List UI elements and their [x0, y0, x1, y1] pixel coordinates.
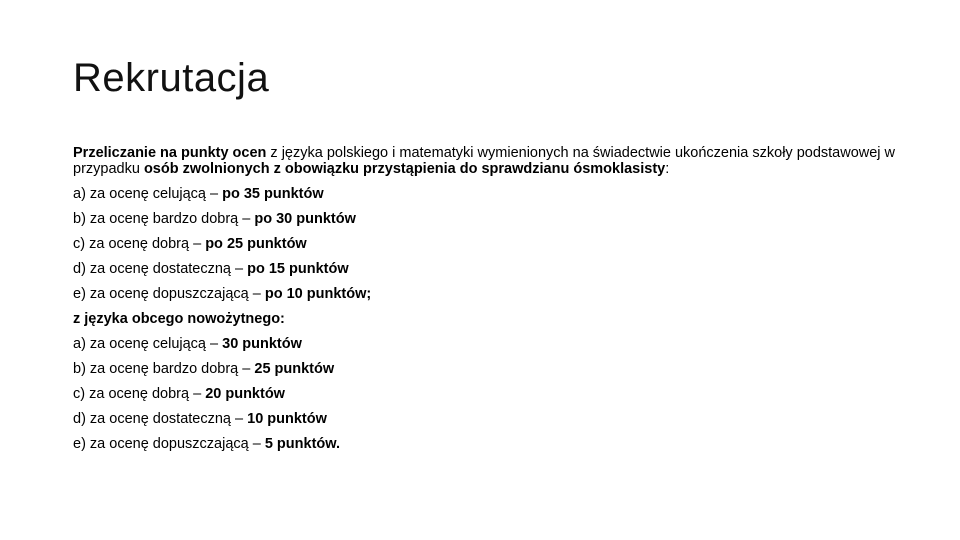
grade-points: po 10 punktów; — [264, 286, 372, 302]
polish-math-grade-a — [73, 186, 903, 202]
foreign-language-grade-a — [73, 336, 903, 352]
grade-label: c) za ocenę dobrą – — [73, 386, 206, 402]
foreign-language-grade-d — [73, 411, 903, 427]
intro-paragraph — [73, 145, 903, 177]
grade-points: po 25 punktów — [205, 236, 307, 252]
grade-points: 20 punktów — [205, 386, 285, 402]
grade-points: po 15 punktów — [247, 261, 349, 277]
foreign-language-grade-e — [73, 436, 903, 452]
intro-lead: Przeliczanie na punkty ocen — [73, 145, 267, 161]
polish-math-grade-b — [73, 211, 903, 227]
intro-text: z języka polskiego i matematyki wymienionych na świadectwie ukończenia szkoły podstawowej w przypadku — [73, 145, 896, 177]
grade-points: 10 punktów — [247, 411, 327, 427]
grade-label: b) za ocenę bardzo dobrą – — [73, 211, 255, 227]
grade-points: 25 punktów — [254, 361, 335, 377]
foreign-language-header: z języka obcego nowożytnego: — [73, 311, 285, 327]
slide-title: Rekrutacja — [73, 56, 270, 100]
grade-label: a) za ocenę celującą – — [73, 186, 223, 202]
slide-content — [73, 145, 903, 461]
grade-points: po 30 punktów — [254, 211, 356, 227]
polish-math-grade-d — [73, 261, 903, 277]
grade-label: e) za ocenę dopuszczającą – — [73, 286, 265, 302]
polish-math-grade-c — [73, 236, 903, 252]
grade-label: a) za ocenę celującą – — [73, 336, 223, 352]
foreign-language-grade-b — [73, 361, 903, 377]
foreign-language-grade-c — [73, 386, 903, 402]
grade-label: b) za ocenę bardzo dobrą – — [73, 361, 255, 377]
grade-label: d) za ocenę dostateczną – — [73, 411, 248, 427]
grade-points: 5 punktów. — [264, 436, 341, 452]
grade-label: e) za ocenę dopuszczającą – — [73, 436, 265, 452]
grade-points: 30 punktów — [222, 336, 302, 352]
grade-label: d) za ocenę dostateczną – — [73, 261, 248, 277]
intro-colon: : — [665, 161, 670, 177]
intro-exempt: osób zwolnionych z obowiązku przystąpienia do sprawdzianu ósmoklasisty — [143, 161, 666, 177]
grade-points: po 35 punktów — [222, 186, 324, 202]
grade-label: c) za ocenę dobrą – — [73, 236, 206, 252]
polish-math-grade-e — [73, 286, 903, 302]
